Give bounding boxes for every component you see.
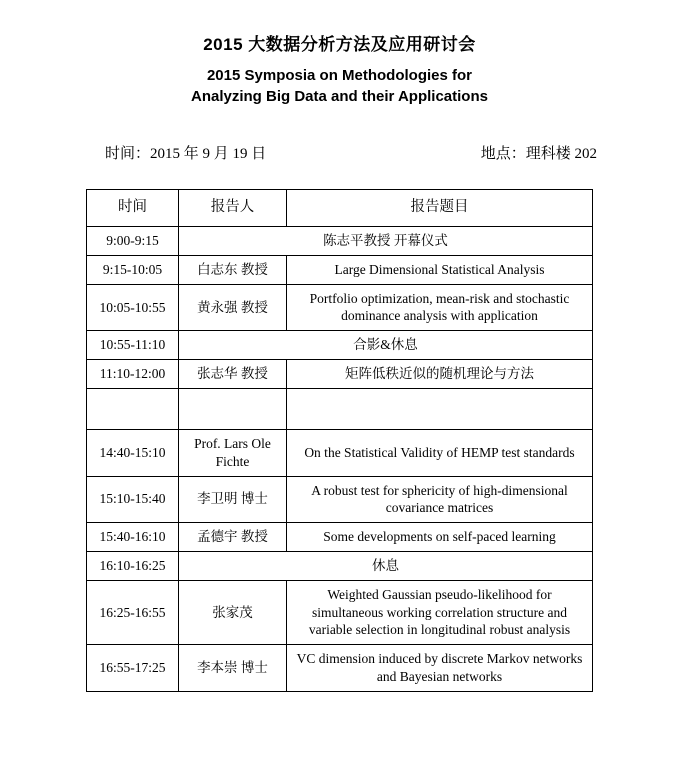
cell-speaker: 张志华 教授 <box>179 360 287 389</box>
table-row <box>87 255 593 284</box>
cell-speaker: 黄永强 教授 <box>179 284 287 331</box>
column-header-time: 时间 <box>87 190 179 227</box>
schedule-table-body <box>87 227 593 692</box>
cell-topic: Portfolio optimization, mean-risk and stochastic dominance analysis with application <box>287 284 593 331</box>
cell-topic: Weighted Gaussian pseudo-likelihood for simultaneous working correlation structure and variable selection in longitudinal robust analysis <box>287 580 593 644</box>
cell-topic: VC dimension induced by discrete Markov networks and Bayesian networks <box>287 645 593 692</box>
table-row <box>87 227 593 256</box>
cell-time: 9:00-9:15 <box>87 227 179 256</box>
table-row <box>87 284 593 331</box>
cell-topic <box>287 388 593 429</box>
cell-speaker: 孟德宇 教授 <box>179 523 287 552</box>
cell-time: 16:25-16:55 <box>87 580 179 644</box>
cell-speaker: 张家茂 <box>179 580 287 644</box>
cell-session-note: 合影&休息 <box>179 331 593 360</box>
table-row <box>87 645 593 692</box>
table-row <box>87 580 593 644</box>
page-title-english <box>40 65 639 109</box>
page-title-chinese: 2015 大数据分析方法及应用研讨会 <box>203 35 476 54</box>
page-title-english-line2: Analyzing Big Data and their Applications <box>191 88 488 106</box>
cell-time: 11:10-12:00 <box>87 360 179 389</box>
column-header-topic: 报告题目 <box>287 190 593 227</box>
cell-speaker <box>179 388 287 429</box>
table-row <box>87 476 593 523</box>
cell-session-note: 休息 <box>179 551 593 580</box>
cell-topic: Some developments on self-paced learning <box>287 523 593 552</box>
column-header-speaker: 报告人 <box>179 190 287 227</box>
title-block <box>40 32 639 108</box>
cell-time: 15:40-16:10 <box>87 523 179 552</box>
cell-time: 10:05-10:55 <box>87 284 179 331</box>
cell-time: 10:55-11:10 <box>87 331 179 360</box>
cell-topic: Large Dimensional Statistical Analysis <box>287 255 593 284</box>
table-header-row <box>87 190 593 227</box>
cell-topic: 矩阵低秩近似的随机理论与方法 <box>287 360 593 389</box>
cell-session-note: 陈志平教授 开幕仪式 <box>179 227 593 256</box>
cell-speaker: Prof. Lars Ole Fichte <box>179 429 287 476</box>
table-row <box>87 331 593 360</box>
table-row <box>87 523 593 552</box>
table-row <box>87 429 593 476</box>
cell-speaker: 李本崇 博士 <box>179 645 287 692</box>
meta-row <box>40 142 639 163</box>
table-row <box>87 551 593 580</box>
table-row <box>87 360 593 389</box>
cell-time: 15:10-15:40 <box>87 476 179 523</box>
cell-time <box>87 388 179 429</box>
cell-speaker: 白志东 教授 <box>179 255 287 284</box>
event-date: 时间：2015 年 9 月 19 日 <box>105 146 267 162</box>
cell-time: 16:10-16:25 <box>87 551 179 580</box>
cell-time: 14:40-15:10 <box>87 429 179 476</box>
page-title-english-line1: 2015 Symposia on Methodologies for <box>206 66 473 84</box>
cell-time: 9:15-10:05 <box>87 255 179 284</box>
cell-speaker: 李卫明 博士 <box>179 476 287 523</box>
table-row-blank <box>87 388 593 429</box>
event-location: 地点：理科楼 202 <box>480 146 597 162</box>
cell-time: 16:55-17:25 <box>87 645 179 692</box>
cell-topic: A robust test for sphericity of high-dimensional covariance matrices <box>287 476 593 523</box>
schedule-table <box>86 189 593 692</box>
cell-topic: On the Statistical Validity of HEMP test standards <box>287 429 593 476</box>
